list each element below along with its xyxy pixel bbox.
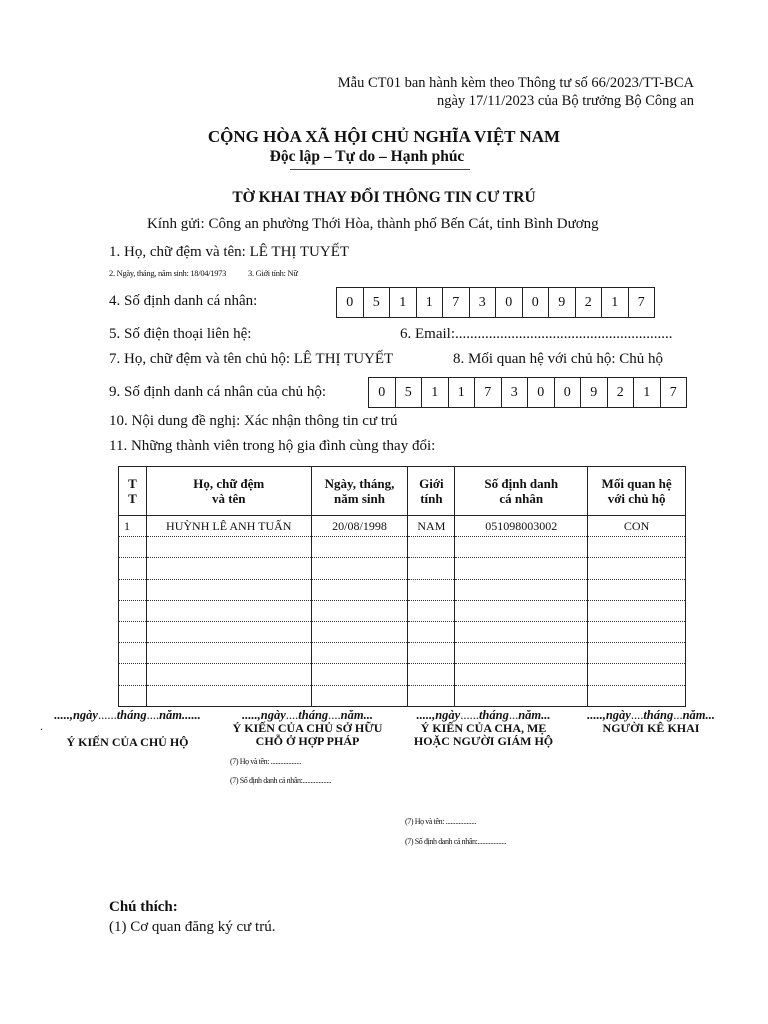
field-relation-owner: 8. Mối quan hệ với chủ hộ: Chủ hộ	[453, 351, 663, 367]
table-row	[119, 558, 686, 579]
owner-id-digit: 1	[422, 378, 449, 407]
table-row	[119, 579, 686, 600]
document-title: TỜ KHAI THAY ĐỔI THÔNG TIN CƯ TRÚ	[232, 189, 536, 206]
id-digit: 7	[443, 288, 470, 317]
table-row	[119, 643, 686, 664]
table-row	[119, 516, 686, 537]
cell-id: 051098003002	[455, 516, 588, 537]
sig-property-owner-id-line: (7) Số định danh cá nhân:..................	[230, 776, 332, 785]
owner-id-digit: 1	[449, 378, 476, 407]
header-relation: Mối quan hệ với chủ hộ	[588, 467, 686, 516]
owner-id-digit: 3	[502, 378, 529, 407]
id-digit: 1	[602, 288, 629, 317]
owner-id-digit: 7	[475, 378, 502, 407]
notes-title: Chú thích:	[109, 899, 178, 915]
id-digit: 7	[629, 288, 656, 317]
sig-col-owner: .....,ngày......tháng....năm...... . Ý KIẾN CỦA CHỦ HỘ	[40, 709, 215, 749]
form-reference-line1: Mẫu CT01 ban hành kèm theo Thông tư số 66/2023/TT-BCA	[337, 75, 694, 91]
sig-guardian-name-line: (7) Họ và tên: ...................	[405, 817, 477, 826]
field-gender: 3. Giới tính: Nữ	[248, 268, 298, 278]
field-phone: 5. Số điện thoại liên hệ:	[109, 326, 252, 342]
sig-property-owner-name-line: (7) Họ và tên: ...................	[230, 757, 302, 766]
sig-date-owner: .....,ngày......tháng....năm......	[54, 708, 201, 722]
sig-col-property-owner	[220, 709, 395, 748]
id-digit: 1	[417, 288, 444, 317]
sig-title-guardian-1: Ý KIẾN CỦA CHA, MẸ	[420, 721, 547, 735]
form-reference-line2: ngày 17/11/2023 của Bộ trưởng Bộ Công an	[436, 93, 694, 109]
cell-gender: NAM	[408, 516, 455, 537]
sig-date-guardian: .....,ngày......tháng...năm...	[416, 708, 551, 722]
owner-id-digit: 5	[396, 378, 423, 407]
sig-date-declarant: .....,ngày....tháng...năm...	[587, 708, 715, 722]
owner-id-digit: 7	[661, 378, 688, 407]
field-email: 6. Email:..........................................................	[400, 326, 673, 342]
field-full-name: 1. Họ, chữ đệm và tên: LÊ THỊ TUYẾT	[109, 244, 350, 260]
sig-title-guardian-2: HOẶC NGƯỜI GIÁM HỘ	[413, 734, 554, 748]
national-title: CỘNG HÒA XÃ HỘI CHỦ NGHĨA VIỆT NAM	[207, 127, 561, 146]
owner-id-digit: 0	[528, 378, 555, 407]
owner-id-digit: 0	[369, 378, 396, 407]
header-tt: T T	[119, 467, 147, 516]
cell-name: HUỲNH LÊ ANH TUẤN	[146, 516, 311, 537]
owner-id-digit: 0	[555, 378, 582, 407]
id-digit: 5	[364, 288, 391, 317]
sig-col-declarant	[572, 709, 730, 735]
id-digit: 0	[337, 288, 364, 317]
sig-title-declarant: NGƯỜI KÊ KHAI	[602, 721, 700, 735]
owner-id-digit: 9	[581, 378, 608, 407]
addressee: Kính gửi: Công an phường Thới Hòa, thành phố Bến Cát, tỉnh Bình Dương	[147, 216, 599, 232]
header-name: Họ, chữ đệm và tên	[146, 467, 311, 516]
field-request: 10. Nội dung đề nghị: Xác nhận thông tin cư trú	[109, 413, 398, 429]
cell-relation: CON	[588, 516, 686, 537]
note-item-1: (1) Cơ quan đăng ký cư trú.	[109, 919, 276, 935]
personal-id-boxes	[336, 287, 655, 318]
field-owner-id-label: 9. Số định danh cá nhân của chủ hộ:	[109, 384, 327, 400]
field-id-label: 4. Số định danh cá nhân:	[109, 293, 258, 309]
id-digit: 1	[390, 288, 417, 317]
id-digit: 0	[496, 288, 523, 317]
table-header-row	[119, 467, 686, 516]
header-gender: Giới tính	[408, 467, 455, 516]
cell-dob: 20/08/1998	[311, 516, 408, 537]
owner-id-boxes	[368, 377, 687, 408]
sig-date-property-owner: .....,ngày....tháng....năm...	[242, 708, 373, 722]
sig-col-guardian	[396, 709, 571, 748]
id-digit: 3	[470, 288, 497, 317]
sig-guardian-id-line: (7) Số định danh cá nhân:..................	[405, 837, 507, 846]
table-row	[119, 685, 686, 706]
sig-title-owner: Ý KIẾN CỦA CHỦ HỘ	[66, 735, 189, 749]
table-row	[119, 600, 686, 621]
header-id: Số định danh cá nhân	[455, 467, 588, 516]
motto-underline	[290, 169, 470, 170]
header-dob: Ngày, tháng, năm sinh	[311, 467, 408, 516]
id-digit: 2	[576, 288, 603, 317]
sig-title-property-owner-1: Ý KIẾN CỦA CHỦ SỞ HỮU	[232, 721, 383, 735]
cell-tt: 1	[119, 516, 147, 537]
field-owner-name: 7. Họ, chữ đệm và tên chủ hộ: LÊ THỊ TUYẾT	[109, 351, 394, 367]
members-table	[118, 466, 686, 707]
sig-title-property-owner-2: CHỖ Ở HỢP PHÁP	[255, 734, 360, 748]
table-row	[119, 621, 686, 642]
owner-id-digit: 2	[608, 378, 635, 407]
id-digit: 9	[549, 288, 576, 317]
owner-id-digit: 1	[634, 378, 661, 407]
form-reference	[338, 74, 694, 110]
id-digit: 0	[523, 288, 550, 317]
table-row	[119, 664, 686, 685]
national-motto: Độc lập – Tự do – Hạnh phúc	[269, 148, 465, 165]
field-dob: 2. Ngày, tháng, năm sinh: 18/04/1973	[109, 268, 227, 278]
table-row	[119, 537, 686, 558]
field-members-label: 11. Những thành viên trong hộ gia đình cùng thay đổi:	[109, 438, 436, 454]
